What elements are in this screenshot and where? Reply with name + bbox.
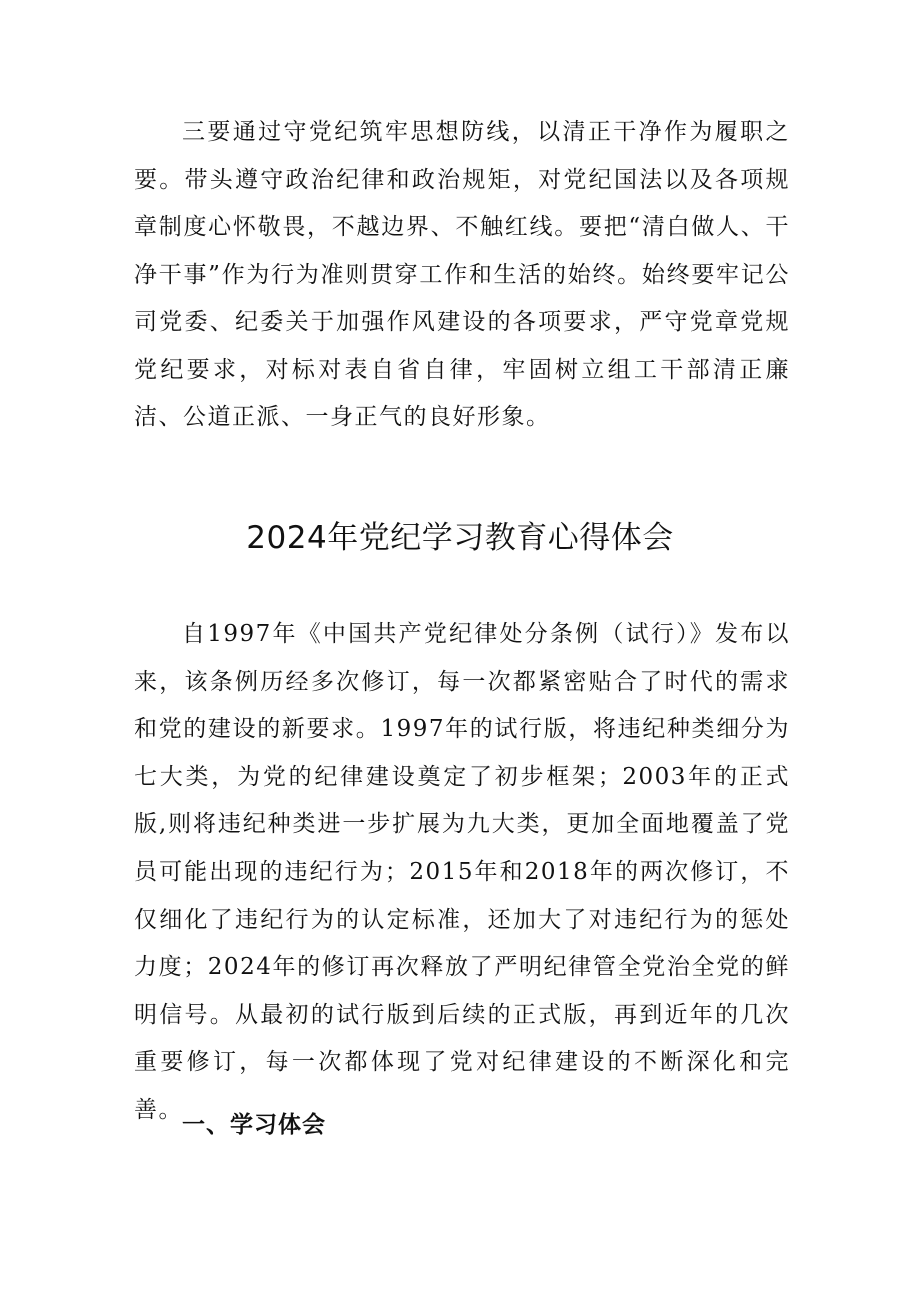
document-title: 2024年党纪学习教育心得体会: [246, 520, 674, 556]
section-heading: 一、学习体会: [182, 1112, 326, 1138]
body-paragraph: 自1997年《中国共产党纪律处分条例（试行）》发布以来，该条例历经多次修订，每一次都紧密贴合了时代的需求和党的建设的新要求。1997年的试行版，将违纪种类细分为七大类，为党的纪律建设奠定了初步框架；2003年的正式版,则将违纪种类进一步扩展为九大类，更加全面地覆盖了党员可能出现的违纪行为；2015年和2018年的两次修订，不仅细化了违纪行为的认定标准，还加大了对违纪行为的惩处力度；2024年的修订再次释放了严明纪律管全党治全党的鲜明信号。从最初的试行版到后续的正式版，再到近年的几次重要修订，每一次都体现了党对纪律建设的不断深化和完善。: [134, 621, 790, 1123]
intro-paragraph: 三要通过守党纪筑牢思想防线，以清正干净作为履职之要。带头遵守政治纪律和政治规矩，对党纪国法以及各项规章制度心怀敬畏，不越边界、不触红线。要把“清白做人、干净干事”作为行为准则贯穿工作和生活的始终。始终要牢记公司党委、纪委关于加强作风建设的各项要求，严守党章党规党纪要求，对标对表自省自律，牢固树立组工干部清正廉洁、公道正派、一身正气的良好形象。: [134, 119, 790, 430]
